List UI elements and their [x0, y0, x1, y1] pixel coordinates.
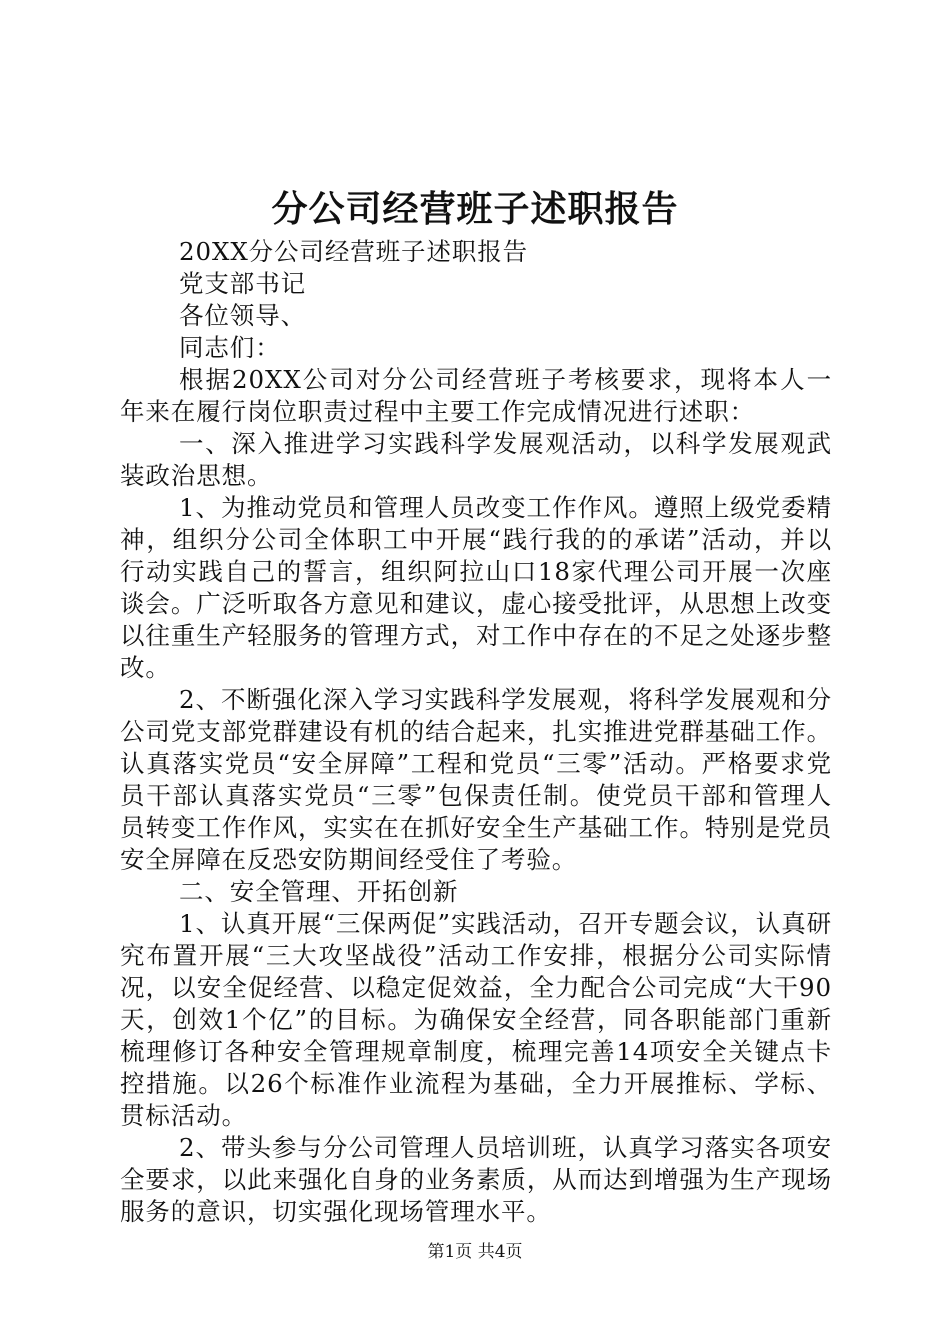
paragraph-author-role: 党支部书记: [179, 269, 306, 298]
paragraph-salutation-1: 各位领导、: [179, 301, 306, 330]
paragraph-section-2-heading: 二、安全管理、开拓创新: [179, 877, 459, 906]
paragraph-section-2-item-1: 1、认真开展“三保两促”实践活动，召开专题会议，认真研究布置开展“三大攻坚战役”活动工作安排，根据分公司实际情况，以安全促经营、以稳定促效益，全力配合公司完成“大干90天，创效1个亿”的目标。为确保安全经营，同各职能部门重新梳理修订各种安全管理规章制度，梳理完善14项安全关键点卡控措施。以26个标准作业流程为基础，全力开展推标、学标、贯标活动。: [120, 909, 832, 1130]
paragraph-salutation-2: 同志们：: [179, 333, 281, 362]
paragraph-intro: 根据20XX公司对分公司经营班子考核要求，现将本人一年来在履行岗位职责过程中主要工作完成情况进行述职：: [120, 365, 832, 426]
paragraph-section-1-item-2: 2、不断强化深入学习实践科学发展观，将科学发展观和分公司党支部党群建设有机的结合起来，扎实推进党群基础工作。认真落实党员“安全屏障”工程和党员“三零”活动。严格要求党员干部认真落实党员“三零”包保责任制。使党员干部和管理人员转变工作作风，实实在在抓好安全生产基础工作。特别是党员安全屏障在反恐安防期间经受住了考验。: [120, 685, 832, 874]
document-title: 分公司经营班子述职报告: [271, 188, 679, 230]
document-body: [120, 236, 832, 1228]
page-number-footer: 第1页 共4页: [427, 1242, 523, 1262]
paragraph-section-2-item-2: 2、带头参与分公司管理人员培训班，认真学习落实各项安全要求，以此来强化自身的业务素质，从而达到增强为生产现场服务的意识，切实强化现场管理水平。: [120, 1133, 832, 1226]
paragraph-heading-line: 20XX分公司经营班子述职报告: [179, 237, 529, 266]
paragraph-section-1-heading: 一、深入推进学习实践科学发展观活动，以科学发展观武装政治思想。: [120, 429, 832, 490]
paragraph-section-1-item-1: 1、为推动党员和管理人员改变工作作风。遵照上级党委精神，组织分公司全体职工中开展“践行我的的承诺”活动，并以行动实践自己的誓言，组织阿拉山口18家代理公司开展一次座谈会。广泛听取各方意见和建议，虚心接受批评，从思想上改变以往重生产轻服务的管理方式，对工作中存在的不足之处逐步整改。: [120, 493, 832, 682]
